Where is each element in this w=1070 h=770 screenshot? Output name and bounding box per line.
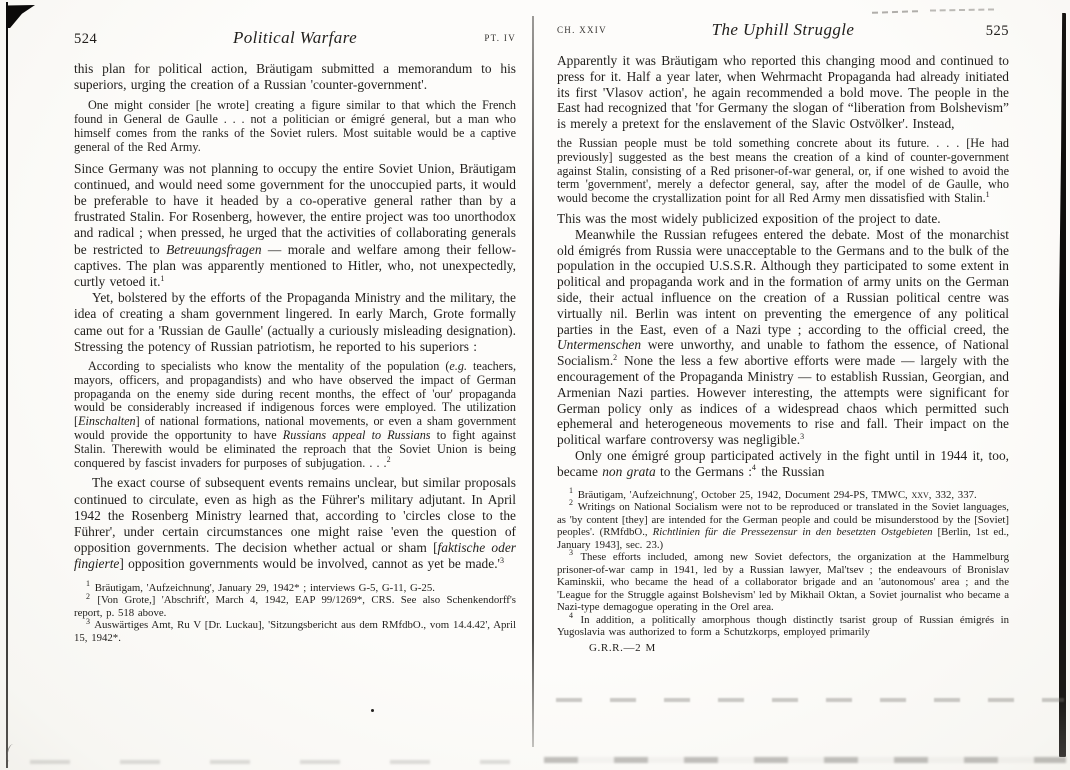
paragraph: Apparently it was Bräutigam who reported this changing mood and continued to press for it. Half a year later, when Wehrmacht Propaganda had already initiated its first 'Vlasov action', he again recommended a bold move. The people in the East had recognized that 'for Germany the slogan of “liberation from Bolshevism” is merely a pretext for the enslavement of the Slavic Ostvölker'. Instead, — [557, 53, 1009, 132]
footnote: $^3$ Auswärtiges Amt, Ru V [Dr. Luckau], 'Sitzungsbericht aus dem RMfdbO., vom 14.4.42', April 15, 1942*. — [74, 616, 516, 644]
pencil-mark — [930, 8, 994, 11]
footnote: $^3$ These efforts included, among new Soviet defectors, the organization at the Hammelburg prisoner-of-war camp in 1941, led by a Russian lawyer, Mal'tsev ; the endeavours of Bronislav Kaminskii, who became the head of a collaborator brigade and an 'autonomous' area ; and the 'League for the Struggle against Bolshevism' led by Mikhail Oktan, a Soviet journalist who became a Nazi-type demagogue operating in the Orel area. — [557, 548, 1009, 614]
right-page-header — [557, 20, 1009, 40]
extract-quote: According to specialists who know the mentality of the population (e.g. teachers, mayors, officers, and propagandists) and who have observed the impact of German propaganda on the enemy side during recent months, the effect of 'our' propaganda would be considerably increased if indigenous forces were employed. The utilization [Einschalten] of national formations, national movements, or even a sham government would provide the opportunity to have Russians appeal to Russians to fight against Stalin. Therewith would be eliminated the reproach that the Soviet Union is being conquered by fascist invaders for purposes of subjugation. . . .$^2$ — [74, 359, 516, 470]
page-underlay-smudge — [30, 760, 510, 764]
right-page — [557, 20, 1009, 654]
pencil-mark — [872, 10, 918, 14]
part-label: PT. IV — [484, 33, 516, 43]
running-title-left: Political Warfare — [232, 28, 358, 47]
footnote: $^2$ [Von Grote,] 'Abschrift', March 4, 1942, EAP 99/1269*, CRS. See also Schenkendorff's report, p. 518 above. — [74, 591, 516, 619]
page-number-right: 525 — [985, 23, 1009, 39]
left-spine-edge-line — [6, 2, 8, 768]
footnote: $^2$ Writings on National Socialism were not to be reproduced or translated in the Soviet languages, as 'by content [they] are intended for the German people and could be misunderstood by the [Soviet] peoples'. (RMfdbO., Richtlinien für die Pressezensur in den besetzten Ostgebieten [Berlin, 1st ed., January 1943], sec. 23.) — [557, 498, 1009, 551]
paragraph: The exact course of subsequent events remains unclear, but similar proposals continued to circulate, even as high as the Führer's military adjutant. In April 1942 the Rosenberg Ministry learned that, according to 'circles close to the Führer', under certain circumstances one might raise 'even the question of opposition governments. The decision whether actual or sham [faktische oder fingierte] opposition governments would be involved, cannot as yet be $made.'^3$ — [74, 475, 516, 572]
footnote: $^1$ Bräutigam, 'Aufzeichnung', October 25, 1942, Document 294-PS, TMWC, xxv, 332, 337. — [569, 485, 977, 501]
chapter-label: CH. XXIV — [557, 25, 607, 35]
printer-signature: G.R.R.—2 M — [589, 641, 656, 654]
paragraph: Only one émigré group participated actively in the fight until in 1944 it, too, became non grata to the Germans :$^4$ the Russian — [557, 447, 1009, 479]
right-scan-edge-bar — [1059, 13, 1066, 757]
footnotes-left — [74, 579, 516, 645]
paragraph: Meanwhile the Russian refugees entered the debate. Most of the monarchist old émigrés from Russia were unacceptable to the Germans and to the bulk of the population in the occupied U.S.S.R. Although they participated to some extent in political and propaganda work and in the formation of army units on the German side, their actual influence on the creation of a Russian political centre was virtually nil. Berlin was intent on preventing the emergence of any political parties in the East, even of a Nazi type ; according to the official creed, the Untermenschen were unworthy, and unable to fathom the essence, of National Socialism.$^2$ None the less a few abortive efforts were made — largely with the encouragement of the Propaganda Ministry — to establish Russian, Georgian, and Armenian Nazi parties. However interesting, the attempts were significant for German policy only as indices of a widespread chaos which permitted such ephemeral and heterogeneous movements to rise and fall. Their impact on the political warfare controversy was negligible.$^3$ — [557, 226, 1009, 448]
paragraph: this plan for political action, Bräutigam submitted a memorandum to his superiors, urging the creation of a Russian 'counter-government'. — [74, 61, 516, 93]
footnote: $^4$ In addition, a politically amorphous though distinctly tsarist group of Russian émigrés in Yugoslavia was authorized to form a Schutzkorps, employed primarily — [557, 610, 1009, 639]
page-underlay-smudge — [556, 698, 1064, 702]
footnote: $^1$ Bräutigam, 'Aufzeichnung', January 29, 1942* ; interviews G-5, G-11, G-25. — [86, 579, 435, 594]
center-gutter-fold-line — [532, 16, 534, 747]
left-page-header — [74, 28, 516, 48]
page-underlay-smudge — [544, 757, 1066, 763]
left-spine-corner-flag — [6, 5, 35, 28]
extract-quote: the Russian people must be told something concrete about its future. . . . [He had previously] suggested as the best means the creation of a kind of counter-government against Stalin, consisting of a Red prisoner-of-war general, or, if one wished to avoid the term 'government', merely a defector general, say, after the model of de Gaulle, who would become the crystallization point for all Red Army men dissatisfied with Stalin.$^1$ — [557, 135, 1009, 206]
ink-dot — [371, 709, 374, 712]
extract-quote: One might consider [he wrote] creating a figure similar to that which the French found in General de Gaulle . . . not a politician or émigré general, but a man who himself comes from the ranks of the Soviet rulers. Most suitable would be a captive general of the Red Army. — [74, 98, 516, 154]
left-page — [74, 28, 516, 644]
paragraph: Since Germany was not planning to occupy the entire Soviet Union, Bräutigam continued, and would need some government for the unoccupied parts, it would be preferable to have it headed by a co-operative general rather than by a frustrated Stalin. For Rosenberg, however, the entire project was too unorthodox and radical ; when pressed, he urged that the activities of collaborating generals be restricted to Betreuungsfragen — morale and welfare among their fellow-captives. The plan was apparently mentioned to Hitler, who, not unexpectedly, curtly vetoed it.$^1$ — [74, 160, 516, 290]
page-number-left: 524 — [74, 31, 98, 47]
paragraph: Yet, bolstered by the efforts of the Propaganda Ministry and the military, the idea of creating a sham government lingered. In early March, Grote formally came out for a 'Russian de Gaulle' (actually a curiously misleading designation). Stressing the potency of Russian patriotism, he reported to his superiors : — [74, 290, 516, 354]
paragraph: This was the most widely publicized exposition of the project to date. — [557, 210, 941, 226]
footnotes-right — [557, 485, 1009, 654]
running-title-right: The Uphill Struggle — [711, 20, 855, 39]
